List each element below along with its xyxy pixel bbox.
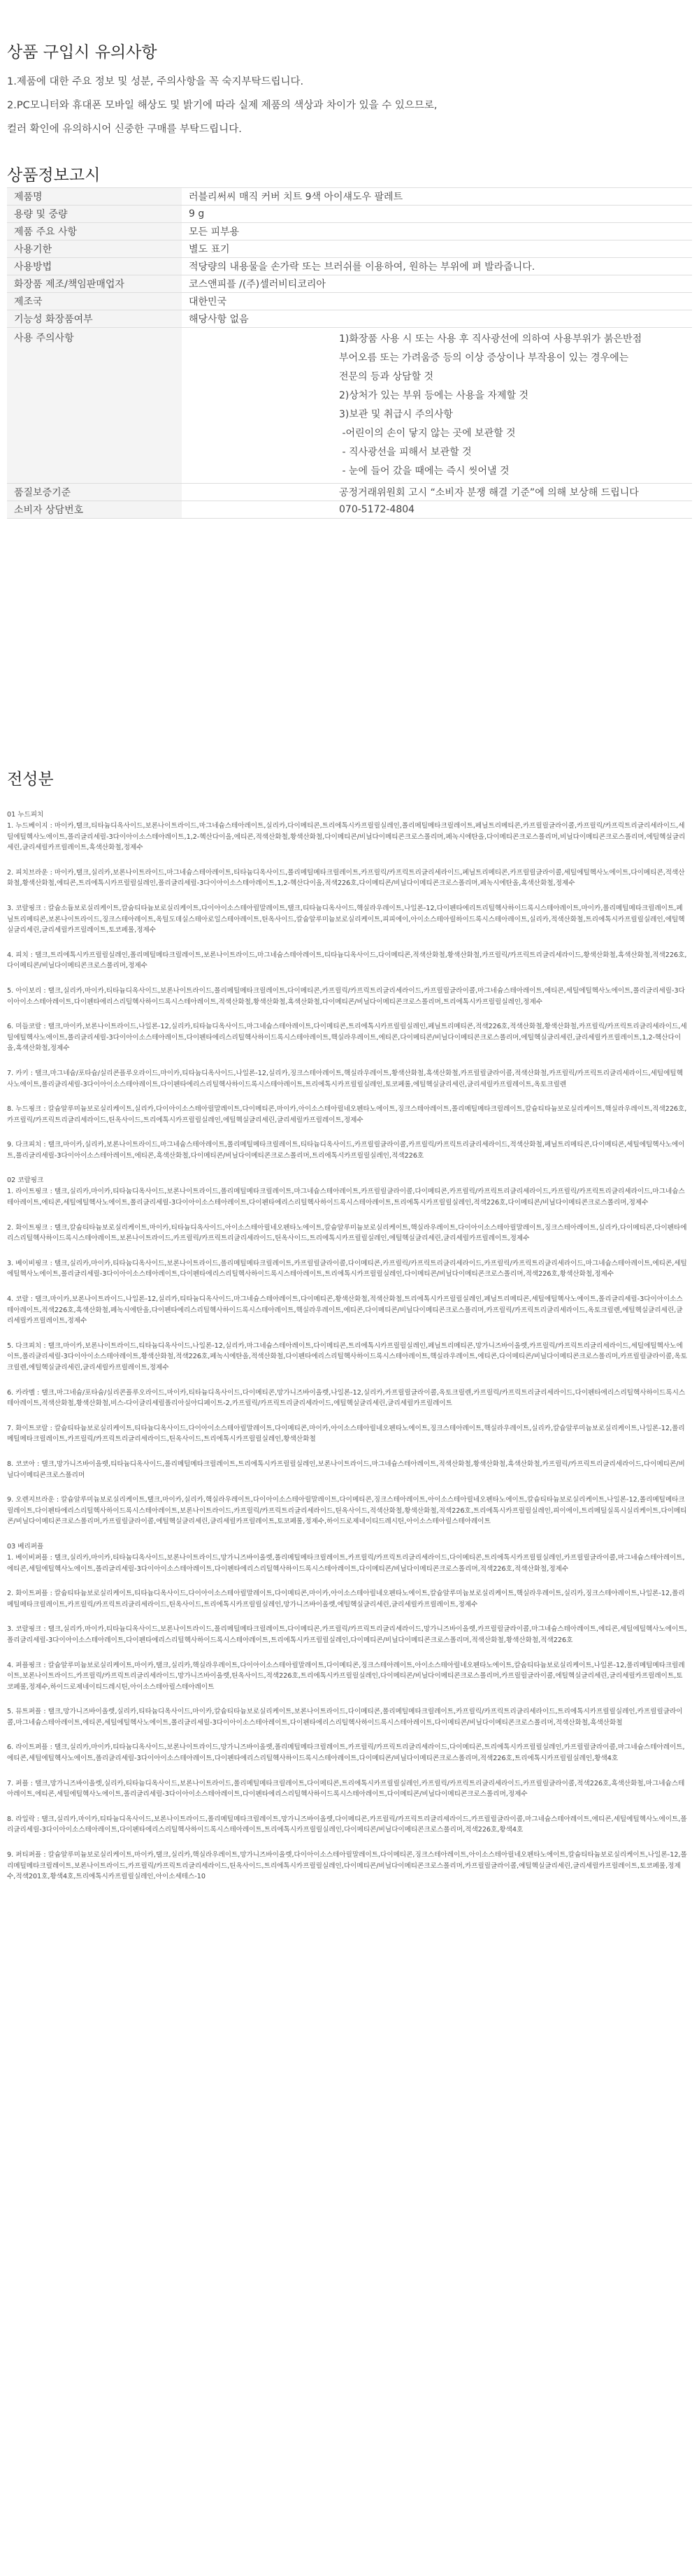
- info-row: [7, 188, 692, 206]
- ingredient-group-title: 01 누드피치: [7, 811, 44, 819]
- info-key: 사용방법: [7, 258, 182, 275]
- ingredient-item: 9. 다크피치 : 탤크,마이카,실리카,보론나이트라이드,마그네슘스테아레이트,폴리메틸메타크릴레이트,티타늄디옥사이드,카프릴릴글라이콜,카프릴릭/카프릭트리글리세라이드,적색산화철,페닐트리메티콘,다이메티콘,세틸에틸헥사노에이트,폴리글리세릴-3다이아이소스테아레이트,에티콘,흑색산화철,다이메티콘/비닐다이메티콘크로스폴리머,트리에톡시카프릴릴실레인,적색226호: [7, 1141, 685, 1160]
- info-value: 070-5172-4804: [182, 501, 692, 519]
- info-value: 모든 피부용: [182, 223, 692, 240]
- caution-line: 전문의 등과 상담할 것: [339, 371, 434, 382]
- ingredient-item: 8. 누드핑크 : 칼슘알루미늄보로실리케이트,실리카,다이아이소스테아릴말레이트,다이메티콘,마이카,아이소스테아릴네오펜타노에이트,징크스테아레이트,폴리메틸메타크릴레이트,칼슘티타늄보로실리케이트,핵실라우레이트,적색226호,카프릴릭/카프릭트리글리세라이드,틴옥사이드,트리에톡시카프릴릴실레인,에틸헥실글리세린,글리세릴카프릴레이트,정제수: [7, 1105, 687, 1124]
- info-row: [7, 310, 692, 328]
- info-key: 사용 주의사항: [7, 328, 182, 484]
- info-row: [7, 501, 692, 519]
- ingredient-item: 1. 라이트핑크 : 탤크,실리카,마이카,티타늄디옥사이드,보론나이트라이드,폴리메틸메타크릴레이트,마그네슘스테아레이트,카프릴릴글라이콜,다이메티콘,카프릴릭/카프릭트리글리세라이드,카프릴릭/카프릭트리글리세라이드,마그네슘스테아레이트,에티콘,세틸에틸헥사노에이트,폴리글리세릴-3다이아이소스테아레이트,다이펜타에리스리틸헥사하이드록시스테아레이트,트리에톡시카프릴릴실레인,적색226호,다이메티콘/비닐다이메티콘크로스폴리머,정제수: [7, 1188, 685, 1207]
- ingredient-group: [7, 810, 689, 1161]
- ingredient-item: 2. 피치브라운 : 마이카,탤크,실리카,보론나이트라이드,마그네슘스테아레이트,티타늄디옥사이드,폴리메틸메타크릴레이트,카프릴릭/카프릭트리글리세라이드,페닐트리메티콘,카프릴릴글라이콜,세틸에틸헥사노에이트,다이메티콘,적색산화철,황색산화철,에티콘,트리에톡시카프릴릴실레인,폴리글리세릴-3다이아이소스테아레이트,1,2-헥산다이올,적색226호,다이메티콘/비닐다이메티콘크로스폴리머,페녹시에탄올,흑색산화철,정제수: [7, 868, 685, 888]
- ingredient-group-title: 02 코랄핑크: [7, 1177, 44, 1185]
- info-value: 별도 표기: [182, 240, 692, 258]
- notice-title: 상품 구입시 유의사항: [7, 43, 157, 62]
- info-key: 사용기한: [7, 240, 182, 258]
- ingredient-item: 8. 코코아 : 탤크,망가니즈바이올렛,티타늄디옥사이드,폴리메틸메타크릴레이트,트리에톡시카프릴릴실레인,보론나이트라이드,마그네슘스테아레이트,적색산화철,황색산화철,흑색산화철,카프릴릭/카프릭트리글리세라이드,다이메티콘/비닐다이메티콘크로스폴리머: [7, 1460, 685, 1479]
- notice-line: 2.PC모니터와 휴대폰 모바일 해상도 및 밝기에 따라 실제 제품의 색상과 차이가 있을 수 있으므로,: [7, 100, 438, 111]
- info-key: 제품 주요 사항: [7, 223, 182, 240]
- caution-line: 3)보관 및 취급시 주의사항: [339, 409, 453, 420]
- caution-line: -어린이의 손이 닿지 않는 곳에 보관할 것: [339, 428, 516, 439]
- info-value: 공정거래위원회 고시 “소비자 분쟁 해결 기준”에 의해 보상해 드립니다: [182, 484, 692, 501]
- info-key: 품질보증기준: [7, 484, 182, 501]
- ingredient-item: 2. 화이트퍼플 : 칼슘티타늄보로실리케이트,티타늄디옥사이드,다이아이소스테아릴말레이트,다이메티콘,마이카,아이소스테아릴네오펜타노에이트,칼슘알루미늄보로실리케이트,핵실라우레이트,실리카,징크스테아레이트,나일론-12,폴리메틸메타크릴레이트,카프릴릭/카프릭트리글리세라이드,틴옥사이드,트리에톡시카프릴릴실레인,망가니즈바이올렛,에틸헥실글리세린,글리세릴카프릴레이트,정제수: [7, 1590, 685, 1609]
- ingredient-item: 7. 화이트코랄 : 칼슘티타늄보로실리케이트,티타늄디옥사이드,다이아이소스테아릴말레이트,다이메티콘,마이카,아이소스테아릴네오펜타노에이트,징크스테아레이트,핵실라우레이트,실리카,칼슘알루미늄보로실리케이트,나일론-12,폴리메틸메타크릴레이트,카프릴릭/카프릭트리글리세라이드,틴옥사이드,트리에톡시카프릴릴실레인,황색산화철: [7, 1424, 685, 1444]
- info-row: [7, 240, 692, 258]
- notice-list: [7, 70, 678, 141]
- ingredient-item: 2. 화이트핑크 : 탤크,칼슘티타늄보로실리케이트,마이카,티타늄디옥사이드,아이소스테아릴네오펜타노에이트,칼슘알루미늄보로실리케이트,핵실라우레이트,다이아이소스테아릴말레이트,징크스테아레이트,실리카,다이메티콘,다이펜타에리스리틸헥사하이드록시스테아레이트,보론나이트라이드,카프릴릭/카프릭트리글리세라이드,틴옥사이드,트리에톡시카프릴릴실레인,에틸헥실글리세린,글리세릴카프릴레이트,정제수: [7, 1223, 687, 1243]
- ingredient-item: 4. 코랄 : 탤크,마이카,보론나이트라이드,나일론-12,실리카,티타늄디옥사이드,마그네슘스테아레이트,다이메티콘,황색산화철,적색산화철,트리에톡시카프릴릴실레인,페닐트리메티콘,세틸에틸헥사노에이트,폴리글리세릴-3다이아이소스테아레이트,적색226호,흑색산화철,페녹시에탄올,다이펜타에리스리틸헥사하이드록시스테아레이트,핵실라우레이트,에티콘,다이메티콘/비닐다이메티콘크로스폴리머,카프릴릭/카프릭트리글리세라이드,옥토크릴렌,에틸헥실글리세린,글리세릴카프릴레이트,정제수: [7, 1295, 683, 1325]
- ingredient-item: 9. 퍼티퍼플 : 칼슘알루미늄보로실리케이트,마이카,탤크,실리카,핵실라우레이트,망가니즈바이올렛,다이아이소스테아릴말레이트,다이메티콘,징크스테아레이트,아이소스테아릴네오펜타노에이트,칼슘티타늄보로실리케이트,나일론-12,폴리메틸메타크릴레이트,보론나이트라이드,카프릴릭/카프릭트리글리세라이드,틴옥사이드,트리에톡시카프릴릴실레인,다이메티콘/비닐다이메티콘크로스폴리머,카프릴릴글라이콜,에틸헥실글리세린,글리세릴카프릴레이트,토코페롤,정제수,적색201호,황색4호,트리에톡시카프릴릴실레인,아이소세테스-10: [7, 1851, 687, 1881]
- ingredient-item: 3. 코랄핑크 : 탤크,실리카,마이카,티타늄디옥사이드,보론나이트라이드,폴리메틸메타크릴레이트,다이메티콘,카프릴릭/카프릭트리글리세라이드,망가니즈바이올렛,카프릴릴글라이콜,마그네슘스테아레이트,에티콘,세틸에틸헥사노에이트,폴리글리세릴-3다이아이소스테아레이트,다이펜타에리스리틸헥사하이드록시스테아레이트,트리에톡시카프릴릴실레인,다이메티콘/비닐다이메티콘크로스폴리머,적색산화철,황색산화철,적색226호: [7, 1625, 687, 1644]
- info-key: 소비자 상담번호: [7, 501, 182, 519]
- ingredient-item: 8. 라일락 : 탤크,실리카,마이카,티타늄디옥사이드,보론나이트라이드,폴리메틸메타크릴레이트,망가니즈바이올렛,다이메티콘,카프릴릭/카프릭트리글리세라이드,카프릴릴글라이콜,마그네슘스테아레이트,에티콘,세틸에틸헥사노에이트,폴리글리세릴-3다이아이소스테아레이트,다이펜타에리스리틸헥사하이드록시스테아레이트,트리에톡시카프릴릴실레인,다이메티콘/비닐다이메티콘크로스폴리머,적색226호,황색4호: [7, 1815, 687, 1834]
- ingredient-item: 7. 퍼플 : 탤크,망가니즈바이올렛,실리카,티타늄디옥사이드,보론나이트라이드,폴리메틸메타크릴레이트,다이메티콘,트리에톡시카프릴릴실레인,카프릴릭/카프릭트리글리세라이드,카프릴릴글라이콜,적색226호,흑색산화철,마그네슘스테아레이트,에티콘,세틸에틸헥사노에이트,폴리글리세릴-3다이아이소스테아레이트,다이펜타에리스리틸헥사하이드록시스테아레이트,다이메티콘/비닐다이메티콘크로스폴리머,정제수: [7, 1779, 685, 1799]
- notice-line: 1.제품에 대한 주요 정보 및 성분, 주의사항을 꼭 숙지부탁드립니다.: [7, 76, 304, 87]
- ingredient-group: [7, 1175, 689, 1527]
- info-key: 기능성 화장품여부: [7, 310, 182, 328]
- ingredient-item: 5. 아이보리 : 탤크,실리카,마이카,티타늄디옥사이드,보론나이트라이드,폴리메틸메타크릴레이트,다이메티콘,카프릴릭/카프릭트리글리세라이드,카프릴릴글라이콜,마그네슘스테아레이트,에티콘,세틸에틸헥사노에이트,폴리글리세릴-3다이아이소스테아레이트,다이펜타에리스리틸헥사하이드록시스테아레이트,적색산화철,황색산화철,흑색산화철,다이메티콘/비닐다이메티콘크로스폴리머,트리에톡시카프릴릴실레인,정제수: [7, 986, 685, 1006]
- caution-list: [182, 328, 692, 484]
- info-value: 대한민국: [182, 293, 692, 310]
- info-value: 적당량의 내용물을 손가락 또는 브러쉬를 이용하여, 원하는 부위에 펴 발라줍니다.: [182, 258, 692, 275]
- info-key: 제품명: [7, 188, 182, 206]
- caution-line: 1)화장품 사용 시 또는 사용 후 직사광선에 의하여 사용부위가 붉은반점: [339, 333, 642, 345]
- ingredients-title: 전성분: [7, 770, 54, 789]
- product-info-table: [7, 187, 692, 519]
- ingredient-item: 7. 카키 : 탤크,마그네슘/포타슘/실리콘플루오라이드,마이카,티타늄디옥사이드,나일론-12,실리카,징크스테아레이트,핵실라우레이트,황색산화철,흑색산화철,카프릴릴글라이콜,적색산화철,카프릴릭/카프릭트리글리세라이드,세틸에틸헥사노에이트,폴리글리세릴-3다이아이소스테아레이트,다이펜타에리스리틸헥사하이드록시스테아레이트,트리에톡시카프릴릴실레인,토코페롤,에틸헥실글리세린,글리세릴카프릴레이트,옥토크릴렌: [7, 1069, 683, 1088]
- info-value: 해당사항 없음: [182, 310, 692, 328]
- ingredient-group: [7, 1541, 689, 1883]
- ingredient-item: 1. 베이비퍼플 : 탤크,실리카,마이카,티타늄디옥사이드,보론나이트라이드,망가니즈바이올렛,폴리메틸메타크릴레이트,카프릴릭/카프릭트리글리세라이드,다이메티콘,트리에톡시카프릴릴실레인,카프릴릴글라이콜,마그네슘스테아레이트,에티콘,세틸에틸헥사노에이트,폴리글리세릴-3다이아이소스테아레이트,다이펜타에리스리틸헥사하이드록시스테아레이트,다이메티콘/비닐다이메티콘크로스폴리머,적색226호,적색산화철,정제수: [7, 1553, 685, 1573]
- ingredients-list: [7, 810, 689, 1897]
- info-row-caution: [7, 328, 692, 484]
- info-value: 9 g: [182, 206, 692, 223]
- info-value: 러블리써씨 매직 커버 치트 9색 아이섀도우 팔레트: [182, 188, 692, 206]
- info-key: 제조국: [7, 293, 182, 310]
- info-title: 상품정보고시: [7, 166, 101, 185]
- ingredient-item: 5. 뮤트퍼플 : 탤크,망가니즈바이올렛,실리카,티타늄디옥사이드,마이카,칼슘티타늄보로실리케이트,보론나이트라이드,다이메티콘,폴리메틸메타크릴레이트,카프릴릭/카프릭트리글리세라이드,트리에톡시카프릴릴실레인,카프릴릴글라이콜,마그네슘스테아레이트,에티콘,세틸에틸헥사노에이트,폴리글리세릴-3다이아이소스테아레이트,다이펜타에리스리틸헥사하이드록시스테아레이트,다이메티콘/비닐다이메티콘크로스폴리머,적색산화철,흑색산화철: [7, 1708, 683, 1727]
- caution-line: 2)상처가 있는 부위 등에는 사용을 자제할 것: [339, 390, 528, 401]
- ingredient-item: 9. 오렌지브라운 : 칼슘알루미늄보로실리케이트,탤크,마이카,실리카,핵실라우레이트,다이아이소스테아릴말레이트,다이메티콘,징크스테아레이트,아이소스테아릴네오펜타노에이트,칼슘티타늄보로실리케이트,나일론-12,폴리메틸메타크릴레이트,다이펜타에리스리틸헥사하이드록시스테아레이트,보론나이트라이드,카프릴릭/카프릭트리글리세라이드,틴옥사이드,적색산화철,황색산화철,적색226호,트리에톡시카프릴릴실레인,피이에이,트리메틸실록시실리케이트,다이메티콘/비닐다이메티콘크로스폴리머,카프릴릴글라이콜,에틸헥실글리세린,글리세릴카프릴레이트,토코페롤,정제수,하이드로제네이티드레시틴,아이소스테아릴스테아레이트: [7, 1496, 687, 1526]
- info-value: 코스앤피플 /(주)셀러비티코리아: [182, 275, 692, 293]
- caution-line: - 눈에 들어 갔을 때에는 즉시 씻어낼 것: [339, 466, 510, 477]
- ingredient-item: 6. 카라멜 : 탤크,마그네슘/포타슘/실리콘플루오라이드,마이카,티타늄디옥사이드,다이메티콘,망가니즈바이올렛,나일론-12,실리카,카프릴릴글라이콜,옥토크릴렌,카프릴릭/카프릭트리글리세라이드,다이펜타에리스리틸헥사하이드록시스테아레이트,적색산화철,황색산화철,비스-다이글리세릴폴리아실아디페이트-2,카프릴릭/카프릭트리글리세라이드,에틸헥실글리세린,글리세릴카프릴레이트: [7, 1388, 686, 1408]
- info-row: [7, 258, 692, 275]
- caution-line: 부어오름 또는 가려움증 등의 이상 증상이나 부작용이 있는 경우에는: [339, 352, 629, 364]
- info-key: 화장품 제조/책임판매업자: [7, 275, 182, 293]
- ingredient-item: 3. 베이비핑크 : 탤크,실리카,마이카,티타늄디옥사이드,보론나이트라이드,폴리메틸메타크릴레이트,카프릴릴글라이콜,다이메티콘,카프릴릭/카프릭트리글리세라이드,카프릴릭/카프릭트리글리세라이드,마그네슘스테아레이트,에티콘,세틸에틸헥사노에이트,폴리글리세릴-3다이아이소스테아레이트,다이펜타에리스리틸헥사하이드록시스테아레이트,트리에톡시카프릴릴실레인,다이메티콘/비닐다이메티콘크로스폴리머,적색226호,황색산화철,정제수: [7, 1259, 687, 1279]
- info-row: [7, 275, 692, 293]
- ingredient-item: 3. 코랄핑크 : 칼슘소듐보로실리케이트,칼슘티타늄보로실리케이트,다이아이소스테아릴말레이트,탤크,티타늄디옥사이드,핵실라우레이트,나일론-12,다이펜타에리트리틸헥사하이드록시스테아레이트,마이카,폴리메틸메타크릴레이트,페닐트리메티콘,보론나이트라이드,징크스테아레이트,옥틸도데실스테아로일스테아레이트,틴옥사이드,칼슘알루미늄보로실리케이트,피피에이,아이소스테아릴하이드록시스테아레이트,실리카,적색산화철,트리에톡시카프릴릴실레인,에틸헥실글리세린,글리세릴카프릴레이트,토코페롤,정제수: [7, 904, 685, 935]
- notice-line: 컬러 확인에 유의하시어 신중한 구매를 부탁드립니다.: [7, 124, 242, 135]
- caution-line: - 직사광선을 피해서 보관할 것: [339, 447, 472, 458]
- info-row: [7, 484, 692, 501]
- ingredient-item: 6. 라이트퍼플 : 탤크,실리카,마이카,티타늄디옥사이드,보론나이트라이드,망가니즈바이올렛,폴리메틸메타크릴레이트,카프릴릭/카프릭트리글리세라이드,다이메티콘,트리에톡시카프릴릴실레인,카프릴릴글라이콜,마그네슘스테아레이트,에티콘,세틸에틸헥사노에이트,폴리글리세릴-3다이아이소스테아레이트,다이펜타에리스리틸헥사하이드록시스테아레이트,다이메티콘/비닐다이메티콘크로스폴리머,적색226호,트리에톡시카프릴릴실레인,황색4호: [7, 1743, 685, 1763]
- ingredient-group-title: 03 베리퍼플: [7, 1542, 44, 1550]
- ingredient-item: 4. 피치 : 탤크,트리에톡시카프릴릴실레인,폴리메틸메타크릴레이트,보론나이트라이드,마그네슘스테아레이트,티타늄디옥사이드,다이메티콘,적색산화철,황색산화철,카프릴릭/카프릭트리글리세라이드,황색산화철,흑색산화철,적색226호,다이메티콘/비닐다이메티콘크로스폴리머,정제수: [7, 951, 687, 970]
- info-row: [7, 293, 692, 310]
- info-row: [7, 206, 692, 223]
- ingredient-item: 6. 미들코랄 : 탤크,마이카,보론나이트라이드,나일론-12,실리카,티타늄디옥사이드,마그네슘스테아레이트,다이메티콘,트리에톡시카프릴릴실레인,페닐트리메티콘,적색226호,적색산화철,황색산화철,카프릴릭/카프릭트리글리세라이드,세틸에틸헥사노에이트,폴리글리세릴-3다이아이소스테아레이트,다이펜타에리스리틸헥사하이드록시스테아레이트,핵실라우레이트,에티콘,다이메티콘/비닐다이메티콘크로스폴리머,에틸헥실글리세린,글리세릴카프릴레이트,1,2-헥산다이올,흑색산화철,정제수: [7, 1023, 687, 1053]
- ingredient-item: 5. 다크피치 : 탤크,마이카,보론나이트라이드,티타늄디옥사이드,나일론-12,실리카,마그네슘스테아레이트,다이메티콘,트리에톡시카프릴릴실레인,페닐트리메티콘,망가니즈바이올렛,카프릴릭/카프릭트리글리세라이드,세틸에틸헥사노에이트,폴리글리세릴-3다이아이소스테아레이트,황색산화철,적색226호,페녹시에탄올,적색산화철,다이펜타에리스리틸헥사하이드록시스테아레이트,핵실라우레이트,에티콘,다이메티콘/비닐다이메티콘크로스폴리머,카프릴릴글라이콜,옥토크릴렌,에틸헥실글리세린,글리세릴카프릴레이트,정제수: [7, 1341, 687, 1372]
- info-key: 용량 및 중량: [7, 206, 182, 223]
- info-row: [7, 223, 692, 240]
- ingredient-item: 1. 누드베이지 : 마이카,탤크,티타늄디옥사이드,보론나이트라이드,마그네슘스테아레이트,실리카,다이메티콘,트리에톡시카프릴릴실레인,폴리메틸메타크릴레이트,페닐트리메티콘,카프릴릴글라이콜,카프릴릭/카프릭트리글리세라이드,세틸에틸헥사노에이트,폴리글리세릴-3다이아이소스테아레이트,1,2-헥산다이올,에티콘,적색산화철,황색산화철,다이메티콘/비닐다이메티콘크로스폴리머,페녹시에탄올,다이메티콘크로스폴리머,비닐다이메티콘크로스폴리머,에틸헥실글리세린,글리세릴카프릴레이트,흑색산화철,정제수: [7, 822, 686, 852]
- ingredient-item: 4. 퍼플핑크 : 칼슘알루미늄보로실리케이트,마이카,탤크,실리카,핵실라우레이트,다이아이소스테아릴말레이트,다이메티콘,징크스테아레이트,아이소스테아릴네오펜타노에이트,칼슘티타늄보로실리케이트,나일론-12,폴리메틸메타크릴레이트,보론나이트라이드,카프릴릭/카프릭트리글리세라이드,망가니즈바이올렛,틴옥사이드,적색226호,트리에톡시카프릴릴실레인,다이메티콘/비닐다이메티콘크로스폴리머,카프릴릴글라이콜,에틸헥실글리세린,글리세릴카프릴레이트,토코페롤,정제수,하이드로제네이티드레시틴,아이소스테아릴스테아레이트: [7, 1661, 685, 1691]
